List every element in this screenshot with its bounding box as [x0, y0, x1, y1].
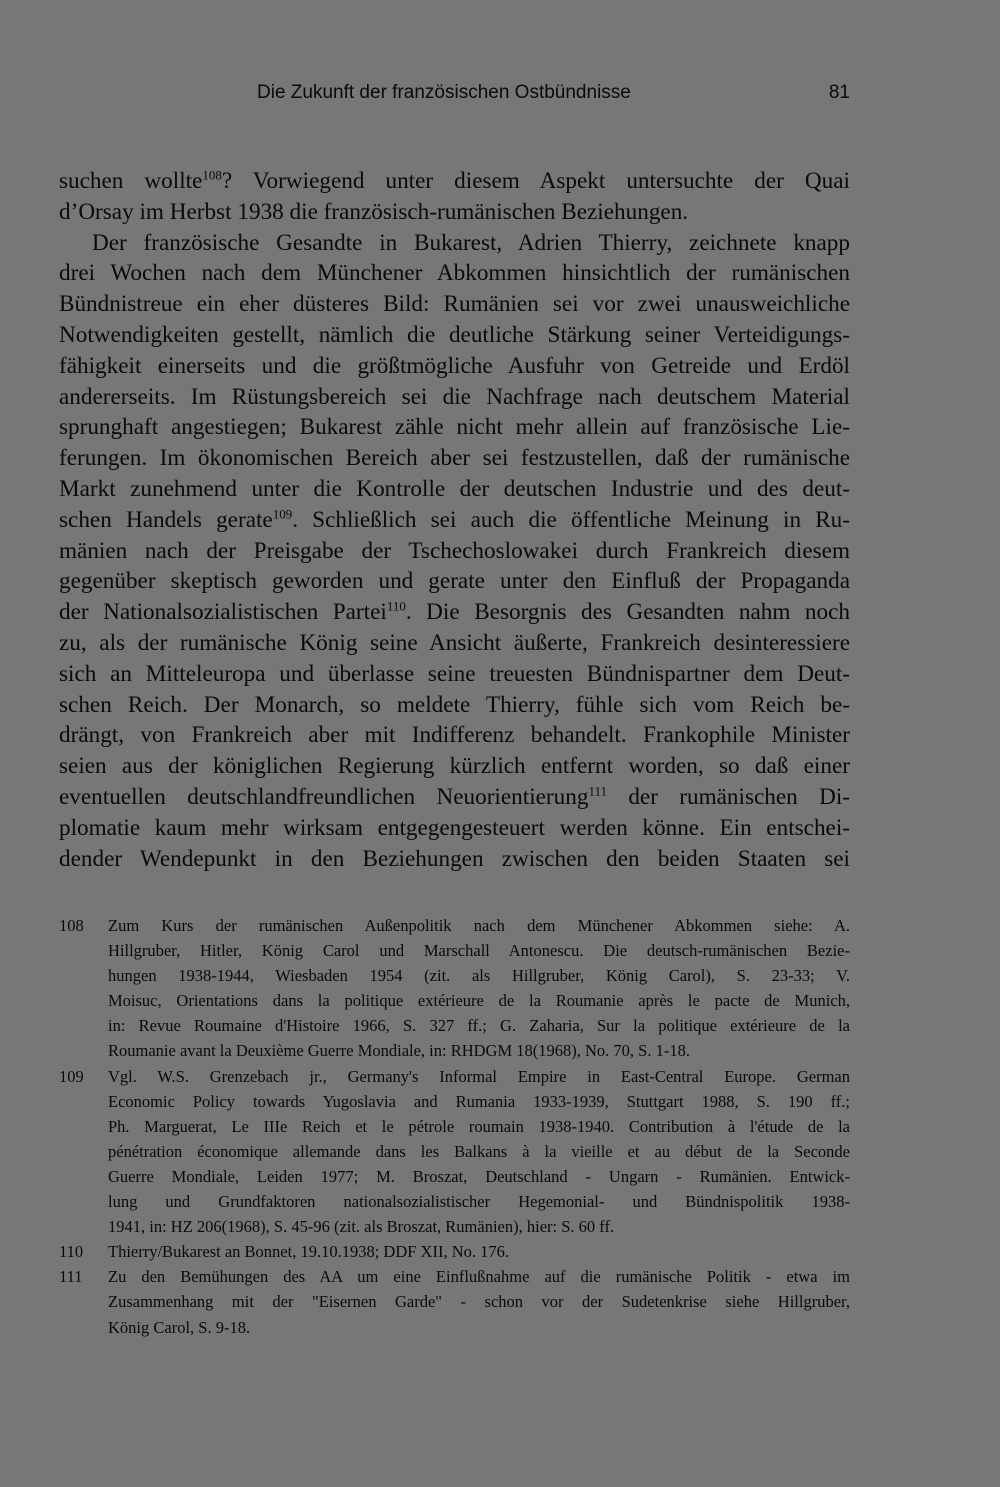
footnote [59, 913, 850, 1064]
footnote-marker: 110 [386, 598, 406, 614]
footnote [59, 1264, 850, 1339]
body-line [59, 382, 850, 413]
body-text-run: andererseits. Im Rüstungsbereich sei die Nachfrage nach deutschem Material [59, 383, 850, 410]
body-line [59, 258, 850, 289]
body-text-run: ? Vorwiegend unter diesem Aspekt untersuchte der Quai [221, 168, 850, 194]
body-text-run: gegenüber skeptisch geworden und gerate unter den Einfluß der Propaganda [59, 568, 850, 595]
footnote-line: Economic Policy towards Yugoslavia and Rumania 1933-1939, Stuttgart 1988, S. 190 ff.; [108, 1091, 850, 1111]
footnote-line: Moisuc, Orientations dans la politique extérieure de la Roumanie après le pacte de Munich, [108, 991, 850, 1011]
body-line [59, 228, 850, 259]
body-line [59, 320, 850, 351]
footnote-line: Guerre Mondiale, Leiden 1977; M. Broszat, Deutschland - Ungarn - Rumänien. Entwick- [108, 1166, 850, 1186]
body-text-run: seien aus der königlichen Regierung kürzlich entfernt worden, so daß einer [59, 753, 850, 780]
footnote-number: 110 [59, 1242, 84, 1262]
footnote-line: 1941, in: HZ 206(1968), S. 45-96 (zit. als Broszat, Rumänien), hier: S. 60 ff. [108, 1217, 615, 1237]
footnote-number: 108 [59, 916, 84, 935]
body-text-run: schen Reich. Der Monarch, so meldete Thierry, fühle sich vom Reich be- [59, 691, 850, 718]
body-text-run: Bündnistreue ein eher düsteres Bild: Rumänien sei vor zwei unausweichliche [59, 291, 850, 318]
body-text-run: Notwendigkeiten gestellt, nämlich die deutliche Stärkung seiner Verteidigungs- [59, 321, 850, 348]
body-line [59, 166, 850, 197]
footnote-line: Zu den Bemühungen des AA um eine Einflußnahme auf die rumänische Politik - etwa im [108, 1267, 850, 1287]
body-line [59, 566, 850, 597]
footnote-line: Vgl. W.S. Grenzebach jr., Germany's Informal Empire in East-Central Europe. German [108, 1066, 850, 1086]
body-line [59, 720, 850, 751]
footnote-line: Zum Kurs der rumänischen Außenpolitik nach dem Münchener Abkommen siehe: A. [108, 916, 850, 935]
body-text-run: fähigkeit einerseits und die größtmögliche Ausfuhr von Getreide und Erdöl [59, 352, 850, 379]
body-text-run: drängt, von Frankreich aber mit Indifferenz behandelt. Frankophile Minister [59, 722, 850, 749]
footnote-line: Zusammenhang mit der "Eisernen Garde" - schon vor der Sudetenkrise siehe Hillgruber, [108, 1292, 850, 1312]
footnote [59, 1239, 850, 1264]
footnote-marker: 108 [202, 167, 222, 183]
body-line [59, 813, 850, 844]
body-text-run: . Die Besorgnis des Gesandten nahm noch [405, 599, 850, 626]
body-text-run: Der französische Gesandte in Bukarest, Adrien Thierry, zeichnete knapp [92, 229, 850, 256]
footnote-line: Roumanie avant la Deuxième Guerre Mondiale, in: RHDGM 18(1968), No. 70, S. 1-18. [108, 1041, 690, 1061]
footnote-line: Thierry/Bukarest an Bonnet, 19.10.1938; DDF XII, No. 176. [108, 1242, 509, 1262]
footnote-line: Ph. Marguerat, Le IIIe Reich et le pétrole roumain 1938-1940. Contribution à l'étude de la [108, 1116, 850, 1136]
body-text-run: d’Orsay im Herbst 1938 die französisch-rumänischen Beziehungen. [59, 198, 689, 225]
body-text-run: Markt zunehmend unter die Kontrolle der deutschen Industrie und des deut- [59, 475, 850, 502]
footnote-marker: 111 [588, 783, 607, 799]
body-text-run: eventuellen deutschlandfreundlichen Neuorientierung [59, 783, 589, 810]
footnote-line: lung und Grundfaktoren nationalsozialistischer Hegemonial- und Bündnispolitik 1938- [108, 1192, 850, 1212]
footnote-line: hungen 1938-1944, Wiesbaden 1954 (zit. als Hillgruber, König Carol), S. 23-33; V. [108, 966, 850, 986]
footnote-line: in: Revue Roumaine d'Histoire 1966, S. 327 ff.; G. Zaharia, Sur la politique extérieure de la [108, 1016, 850, 1036]
footnotes-section [59, 913, 850, 1340]
running-header [59, 82, 850, 112]
body-text-run: . Schließlich sei auch die öffentliche Meinung in Ru- [292, 506, 850, 533]
body-line [59, 844, 850, 875]
body-text-run: der rumänischen Di- [606, 783, 850, 810]
body-line [59, 690, 850, 721]
footnote-marker: 109 [272, 506, 293, 522]
body-line [59, 474, 850, 505]
footnote [59, 1064, 850, 1240]
body-text-run: schen Handels gerate [59, 506, 273, 533]
body-text-run: suchen wollte [59, 168, 203, 194]
running-title: Die Zukunft der französischen Ostbündnisse [257, 82, 631, 103]
body-line [59, 628, 850, 659]
body-line [59, 351, 850, 382]
body-text-run: sich an Mitteleuropa und überlasse seine treuesten Bündnispartner dem Deut- [59, 660, 850, 687]
body-line [59, 597, 850, 628]
body-line [59, 289, 850, 320]
body-line [59, 659, 850, 690]
body-text-run: dender Wendepunkt in den Beziehungen zwischen den beiden Staaten sei [59, 845, 850, 872]
body-text-run: ferungen. Im ökonomischen Bereich aber sei festzustellen, daß der rumänische [59, 445, 850, 472]
body-text [59, 166, 850, 874]
body-line [59, 412, 850, 443]
footnote-line: pénétration économique allemande dans les Balkans à la vieille et au début de la Seconde [108, 1141, 850, 1161]
body-text-run: drei Wochen nach dem Münchener Abkommen hinsichtlich der rumänischen [59, 260, 850, 287]
body-text-run: sprunghaft angestiegen; Bukarest zähle nicht mehr allein auf französische Lie- [59, 414, 850, 441]
footnote-number: 109 [59, 1066, 84, 1086]
body-text-run: der Nationalsozialistischen Partei [59, 599, 387, 626]
page-number: 81 [828, 82, 850, 103]
footnote-line: Hillgruber, Hitler, König Carol und Marschall Antonescu. Die deutsch-rumänischen Bezie- [108, 941, 850, 961]
body-line [59, 197, 850, 228]
body-line [59, 443, 850, 474]
body-text-run: plomatie kaum mehr wirksam entgegengesteuert werden könne. Ein entschei- [59, 814, 850, 841]
body-text-run: zu, als der rumänische König seine Ansicht äußerte, Frankreich desinteressiere [59, 629, 850, 656]
body-line [59, 536, 850, 567]
body-line [59, 505, 850, 536]
body-line [59, 751, 850, 782]
footnote-number: 111 [59, 1267, 83, 1287]
body-text-run: mänien nach der Preisgabe der Tschechoslowakei durch Frankreich diesem [59, 537, 850, 564]
body-line [59, 782, 850, 813]
footnote-line: König Carol, S. 9-18. [108, 1317, 251, 1337]
